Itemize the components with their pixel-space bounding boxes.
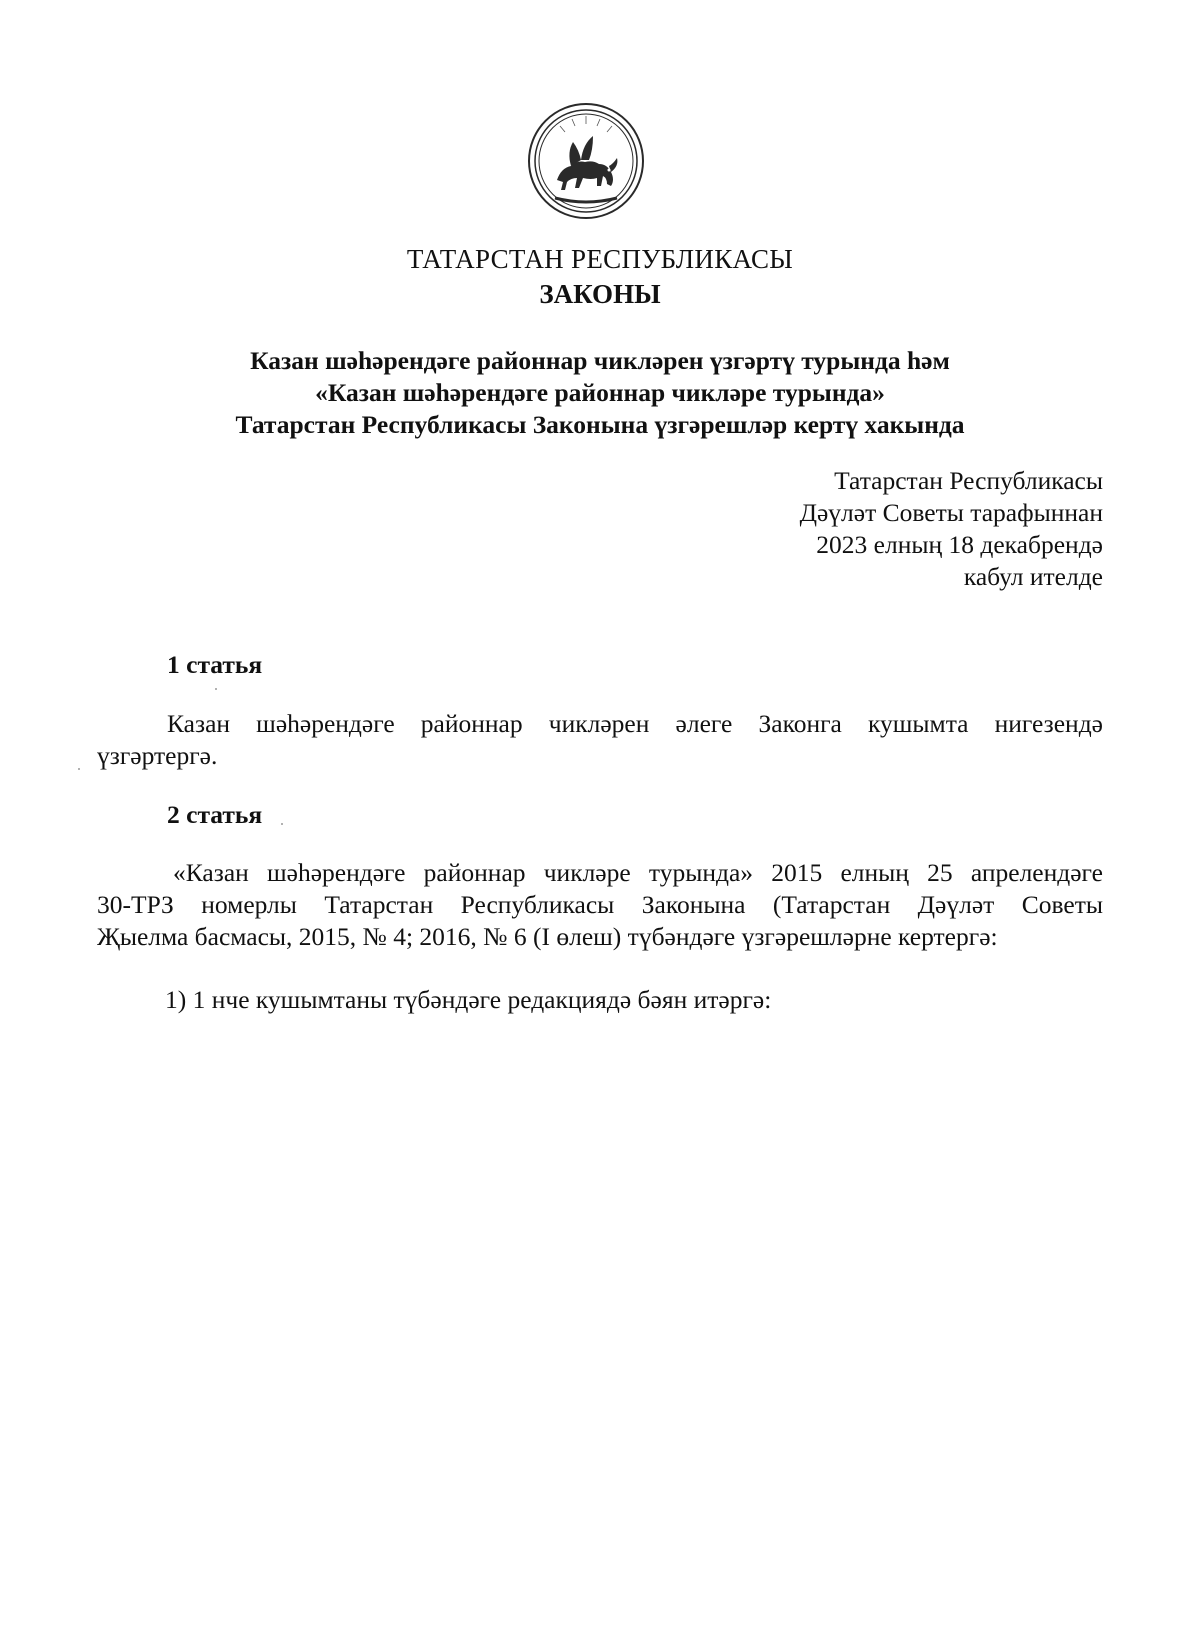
paragraph-line: Казан шәһәрендәге районнар чикләрен әлеге Законга кушымта нигезендә [167, 709, 1103, 738]
scan-speck [78, 768, 80, 770]
document-type: ЗАКОНЫ [539, 279, 661, 309]
paragraph-line: «Казан шәһәрендәге районнар чикләре турында» 2015 елның 25 апрелендәге [173, 858, 1103, 887]
adoption-line: Татарстан Республикасы [834, 466, 1103, 495]
law-title [0, 345, 1200, 441]
article-2-heading: 2 статья [167, 800, 263, 829]
adoption-note [800, 465, 1103, 593]
scan-speck [215, 688, 217, 690]
article-2-text [97, 857, 1103, 953]
law-title-line: «Казан шәһәрендәге районнар чикләре турында» [315, 378, 885, 407]
amendment-item-1: 1) 1 нче кушымтаны түбәндәге редакциядә бәян итәргә: [165, 985, 772, 1014]
law-title-line: Татарстан Республикасы Законына үзгәрешләр кертү хакында [235, 410, 965, 439]
paragraph-line: үзгәртергә. [97, 741, 218, 770]
article-1-heading: 1 статья [167, 650, 263, 679]
adoption-line: кабул ителде [963, 562, 1103, 591]
paragraph-line: 30-ТРЗ номерлы Татарстан Республикасы Законына (Татарстан Дәүләт Советы [97, 890, 1103, 919]
scan-speck [281, 823, 283, 825]
article-1-text [97, 708, 1103, 772]
coat-of-arms-icon [527, 102, 645, 220]
adoption-line: 2023 елның 18 декабрендә [816, 530, 1103, 559]
law-title-line: Казан шәһәрендәге районнар чикләрен үзгәртү турында һәм [250, 346, 950, 375]
paragraph-line: Җыелма басмасы, 2015, № 4; 2016, № 6 (I өлеш) түбәндәге үзгәрешләрне кертергә: [97, 922, 998, 951]
republic-name: ТАТАРСТАН РЕСПУБЛИКАСЫ [406, 244, 794, 274]
adoption-line: Дәүләт Советы тарафыннан [799, 498, 1103, 527]
